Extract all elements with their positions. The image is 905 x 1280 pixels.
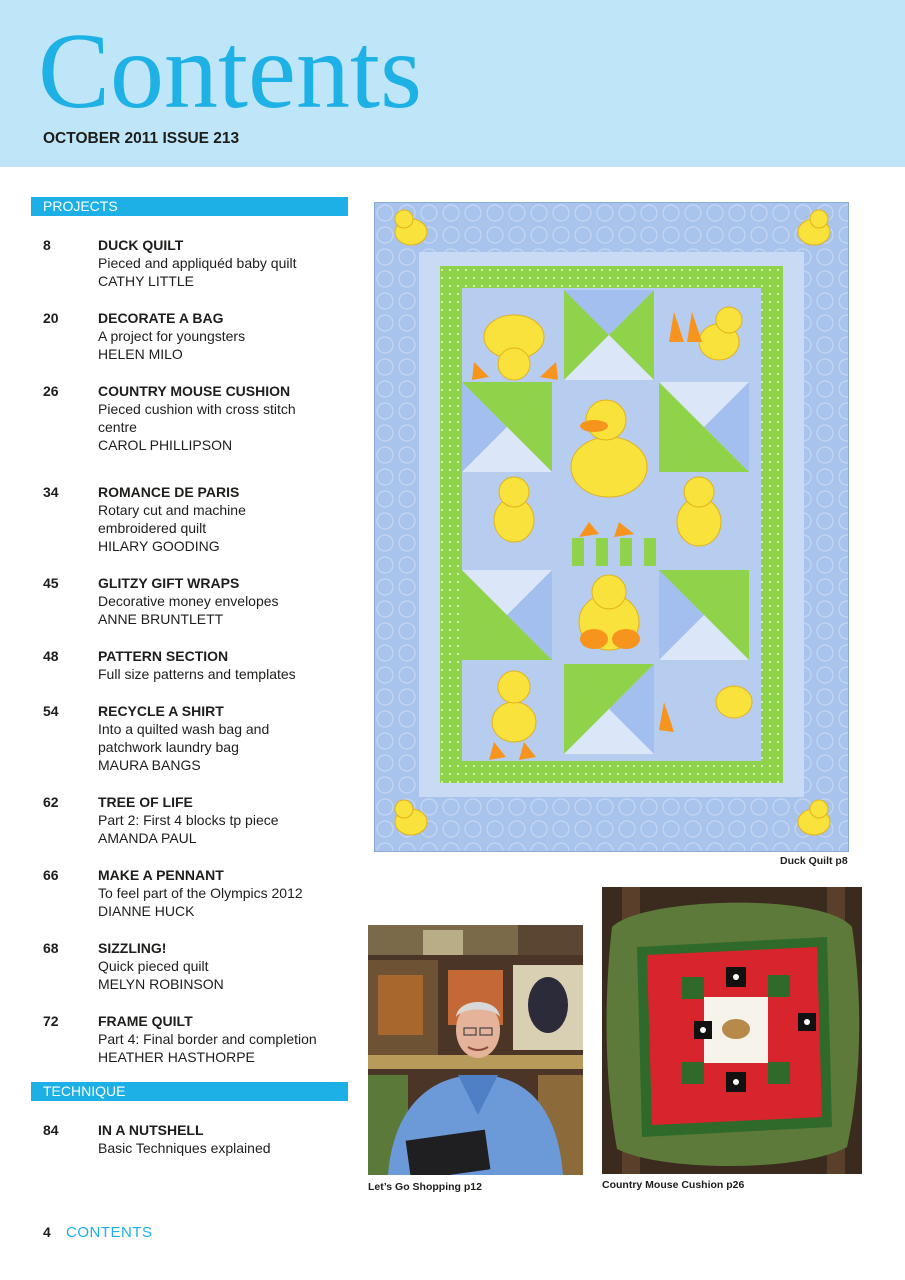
issue-line: OCTOBER 2011 ISSUE 213 bbox=[43, 130, 240, 147]
page-number: 4 bbox=[43, 1224, 51, 1240]
toc-line: Decorative money envelopes bbox=[98, 593, 279, 609]
caption-cushion: Country Mouse Cushion p26 bbox=[602, 1179, 745, 1191]
toc-line: Basic Techniques explained bbox=[98, 1140, 271, 1156]
toc-page-number: 62 bbox=[43, 794, 59, 810]
toc-title: COUNTRY MOUSE CUSHION bbox=[98, 383, 291, 399]
toc-line: Rotary cut and machine bbox=[98, 502, 246, 518]
toc-line: Quick pieced quilt bbox=[98, 958, 209, 974]
toc-title: DUCK QUILT bbox=[98, 237, 184, 253]
page-title: Contents bbox=[38, 12, 423, 131]
toc-page-number: 45 bbox=[43, 575, 59, 591]
header-band bbox=[0, 0, 905, 167]
toc-line: To feel part of the Olympics 2012 bbox=[98, 885, 303, 901]
footer-section-label: CONTENTS bbox=[66, 1224, 153, 1241]
toc-title: IN A NUTSHELL bbox=[98, 1122, 204, 1138]
toc-line: embroidered quilt bbox=[98, 520, 207, 536]
toc-line: Into a quilted wash bag and bbox=[98, 721, 270, 737]
toc-line: patchwork laundry bag bbox=[98, 739, 239, 755]
toc-title: DECORATE A BAG bbox=[98, 310, 224, 326]
cushion-image bbox=[602, 887, 862, 1174]
toc-author: ANNE BRUNTLETT bbox=[98, 611, 224, 627]
toc-author: CATHY LITTLE bbox=[98, 273, 194, 289]
toc-title: TREE OF LIFE bbox=[98, 794, 193, 810]
shopping-image bbox=[368, 925, 583, 1175]
toc-line: Full size patterns and templates bbox=[98, 666, 296, 682]
toc-title: GLITZY GIFT WRAPS bbox=[98, 575, 240, 591]
toc-author: AMANDA PAUL bbox=[98, 830, 197, 846]
toc-author: HILARY GOODING bbox=[98, 538, 220, 554]
toc-title: PATTERN SECTION bbox=[98, 648, 229, 664]
caption-duck-quilt: Duck Quilt p8 bbox=[780, 855, 848, 867]
toc-author: DIANNE HUCK bbox=[98, 903, 195, 919]
toc-line: Pieced and appliquéd baby quilt bbox=[98, 255, 297, 271]
toc-title: FRAME QUILT bbox=[98, 1013, 193, 1029]
section-bar-projects: PROJECTS bbox=[31, 197, 348, 216]
duck-quilt-image bbox=[374, 202, 849, 852]
toc-page-number: 26 bbox=[43, 383, 59, 399]
toc-page-number: 72 bbox=[43, 1013, 59, 1029]
toc-page-number: 84 bbox=[43, 1122, 59, 1138]
toc-line: centre bbox=[98, 419, 137, 435]
toc-author: MELYN ROBINSON bbox=[98, 976, 224, 992]
toc-title: SIZZLING! bbox=[98, 940, 167, 956]
toc-title: ROMANCE DE PARIS bbox=[98, 484, 240, 500]
toc-author: MAURA BANGS bbox=[98, 757, 201, 773]
toc-title: RECYCLE A SHIRT bbox=[98, 703, 224, 719]
toc-author: HELEN MILO bbox=[98, 346, 183, 362]
toc-author: CAROL PHILLIPSON bbox=[98, 437, 233, 453]
toc-title: MAKE A PENNANT bbox=[98, 867, 224, 883]
toc-line: Part 4: Final border and completion bbox=[98, 1031, 317, 1047]
toc-page-number: 54 bbox=[43, 703, 59, 719]
toc-page-number: 48 bbox=[43, 648, 59, 664]
toc-page-number: 8 bbox=[43, 237, 51, 253]
toc-page-number: 66 bbox=[43, 867, 59, 883]
shopping-photo[interactable] bbox=[368, 925, 583, 1175]
caption-shopping: Let’s Go Shopping p12 bbox=[368, 1181, 482, 1193]
cushion-photo[interactable] bbox=[602, 887, 862, 1174]
toc-author: HEATHER HASTHORPE bbox=[98, 1049, 255, 1065]
duck-quilt-photo[interactable] bbox=[374, 202, 849, 852]
toc-line: Part 2: First 4 blocks tp piece bbox=[98, 812, 279, 828]
section-bar-technique: TECHNIQUE bbox=[31, 1082, 348, 1101]
toc-page-number: 34 bbox=[43, 484, 59, 500]
toc-line: A project for youngsters bbox=[98, 328, 246, 344]
toc-page-number: 68 bbox=[43, 940, 59, 956]
toc-page-number: 20 bbox=[43, 310, 59, 326]
toc-line: Pieced cushion with cross stitch bbox=[98, 401, 296, 417]
